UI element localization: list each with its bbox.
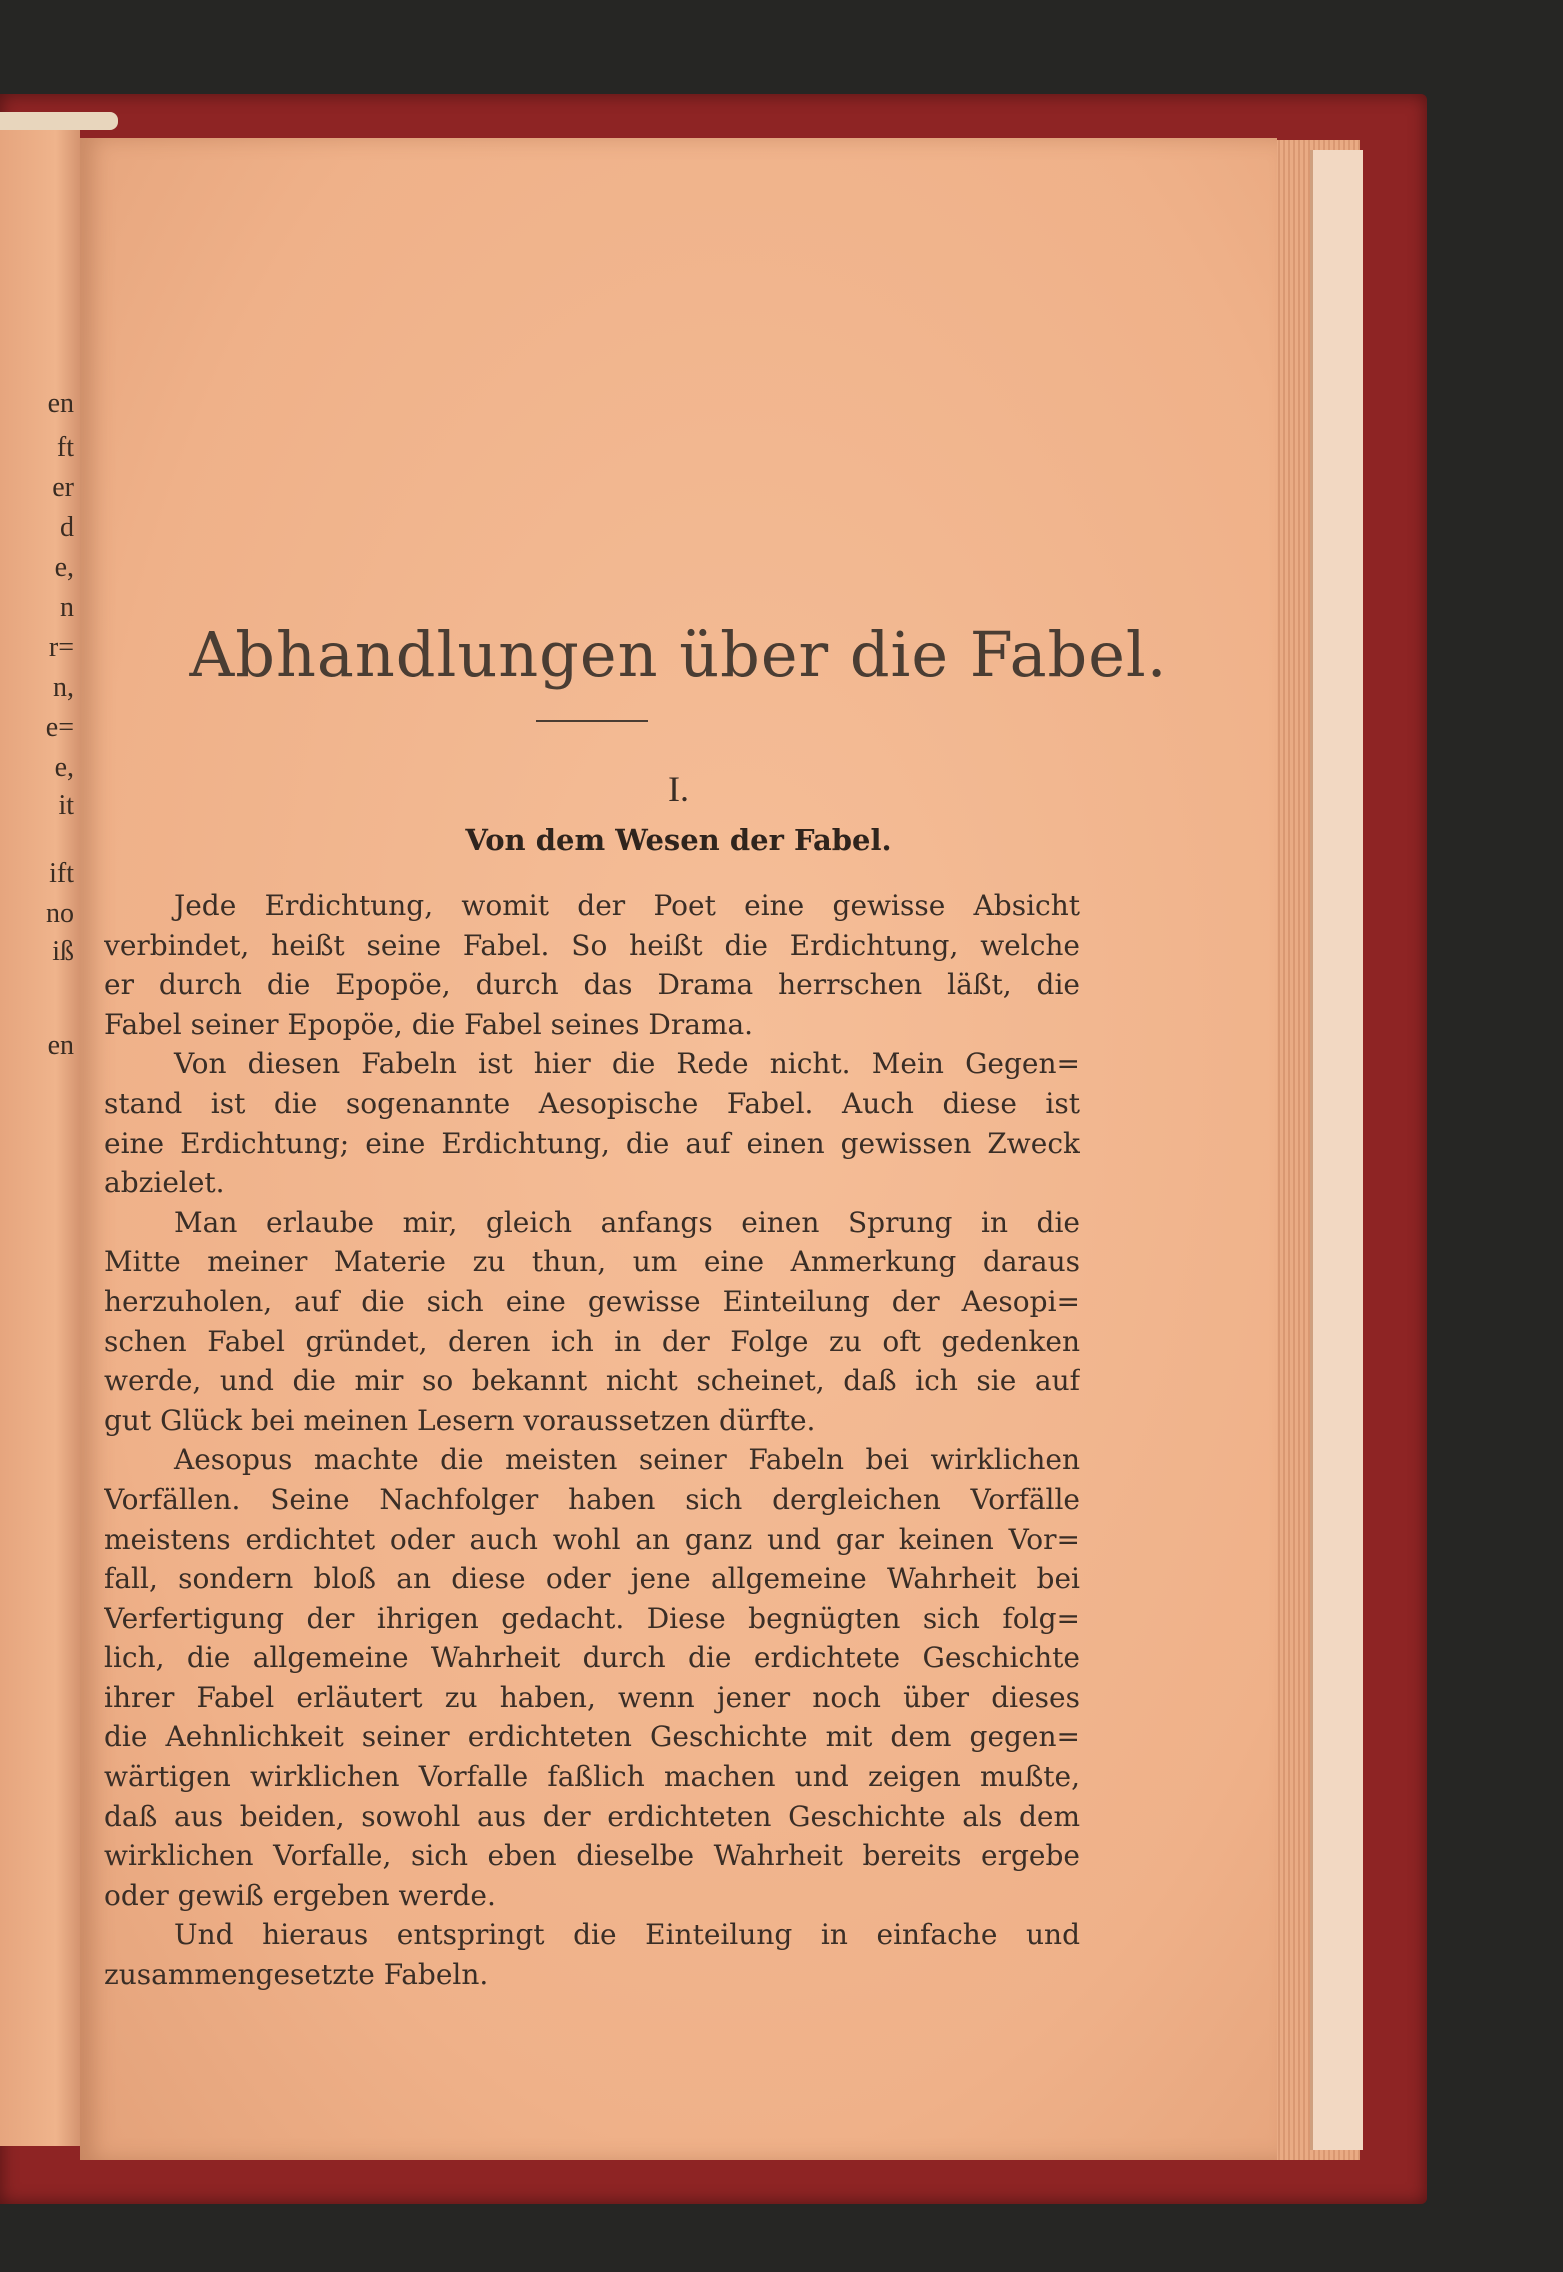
text-line: ihrer Fabel erläutert zu haben, wenn jener noch über dieses <box>104 1680 1080 1714</box>
section-heading: Von dem Wesen der Fabel. <box>465 823 892 857</box>
left-page-fragment: e, <box>54 752 74 783</box>
body-text <box>104 886 1080 1995</box>
text-line: abzielet. <box>104 1166 225 1200</box>
text-line: Von diesen Fabeln ist hier die Rede nicht. Mein Gegen= <box>174 1047 1080 1081</box>
text-line: die Aehnlichkeit seiner erdichteten Geschichte mit dem gegen= <box>104 1720 1080 1754</box>
text-line: Mitte meiner Materie zu thun, um eine Anmerkung daraus <box>104 1245 1080 1279</box>
left-page-fragment: en <box>47 1030 74 1061</box>
text-line: Man erlaube mir, gleich anfangs einen Sprung in die <box>174 1205 1080 1239</box>
left-page-fragment: er <box>52 472 74 503</box>
text-line: Vorfällen. Seine Nachfolger haben sich dergleichen Vorfälle <box>104 1482 1080 1516</box>
text-line: Jede Erdichtung, womit der Poet eine gewisse Absicht <box>174 889 1080 922</box>
left-page-fragment: n <box>60 592 74 623</box>
left-page-fragment: r= <box>48 632 74 663</box>
text-line: schen Fabel gründet, deren ich in der Folge zu oft gedenken <box>104 1324 1080 1358</box>
text-line: lich, die allgemeine Wahrheit durch die erdichtete Geschichte <box>104 1641 1080 1675</box>
text-line: er durch die Epopöe, durch das Drama herrschen läßt, die <box>104 968 1080 1002</box>
text-line: werde, und die mir so bekannt nicht scheinet, daß ich sie auf <box>104 1364 1080 1398</box>
left-page-fragment: no <box>46 898 74 929</box>
text-line: oder gewiß ergeben werde. <box>104 1878 496 1912</box>
text-line: zusammengesetzte Fabeln. <box>104 1958 489 1992</box>
left-page-fragment: iß <box>52 936 74 967</box>
left-page-fragment: it <box>58 790 74 821</box>
left-page-fragment: en <box>47 388 74 419</box>
left-page-fragment: d <box>60 512 74 543</box>
text-line: Und hieraus entspringt die Einteilung in einfache und <box>174 1918 1080 1952</box>
endpaper <box>1310 150 1363 2150</box>
left-page-fragment: e= <box>45 712 74 743</box>
text-line: wärtigen wirklichen Vorfalle faßlich machen und zeigen mußte, <box>104 1760 1080 1794</box>
text-line: Aesopus machte die meisten seiner Fabeln bei wirklichen <box>174 1443 1080 1477</box>
text-line: herzuholen, auf die sich eine gewisse Einteilung der Aesopi= <box>104 1284 1080 1318</box>
left-page-fragment: ift <box>49 858 74 889</box>
text-line: verbindet, heißt seine Fabel. So heißt die Erdichtung, welche <box>104 928 1080 962</box>
left-page-fragment: n, <box>53 672 74 703</box>
text-line: Fabel seiner Epopöe, die Fabel seines Drama. <box>104 1007 754 1041</box>
text-line: eine Erdichtung; eine Erdichtung, die auf einen gewissen Zweck <box>104 1126 1080 1160</box>
left-page-fragment: e, <box>54 552 74 583</box>
right-page <box>80 138 1277 2160</box>
text-line: fall, sondern bloß an diese oder jene allgemeine Wahrheit bei <box>104 1562 1080 1596</box>
text-line: stand ist die sogenannte Aesopische Fabel. Auch diese ist <box>104 1086 1080 1120</box>
headband <box>0 112 118 130</box>
text-line: wirklichen Vorfalle, sich eben dieselbe Wahrheit bereits ergebe <box>104 1839 1080 1873</box>
text-line: Verfertigung der ihrigen gedacht. Diese begnügten sich folg= <box>104 1601 1080 1635</box>
left-page-fragment: ft <box>56 432 74 463</box>
page-title: Abhandlungen über die Fabel. <box>189 618 1168 691</box>
text-line: meistens erdichtet oder auch wohl an ganz und gar keinen Vor= <box>104 1522 1080 1556</box>
text-line: daß aus beiden, sowohl aus der erdichteten Geschichte als dem <box>104 1799 1080 1833</box>
text-line: gut Glück bei meinen Lesern voraussetzen dürfte. <box>104 1403 816 1437</box>
divider <box>536 720 648 722</box>
left-page <box>0 116 80 2146</box>
section-number: I. <box>668 769 689 809</box>
